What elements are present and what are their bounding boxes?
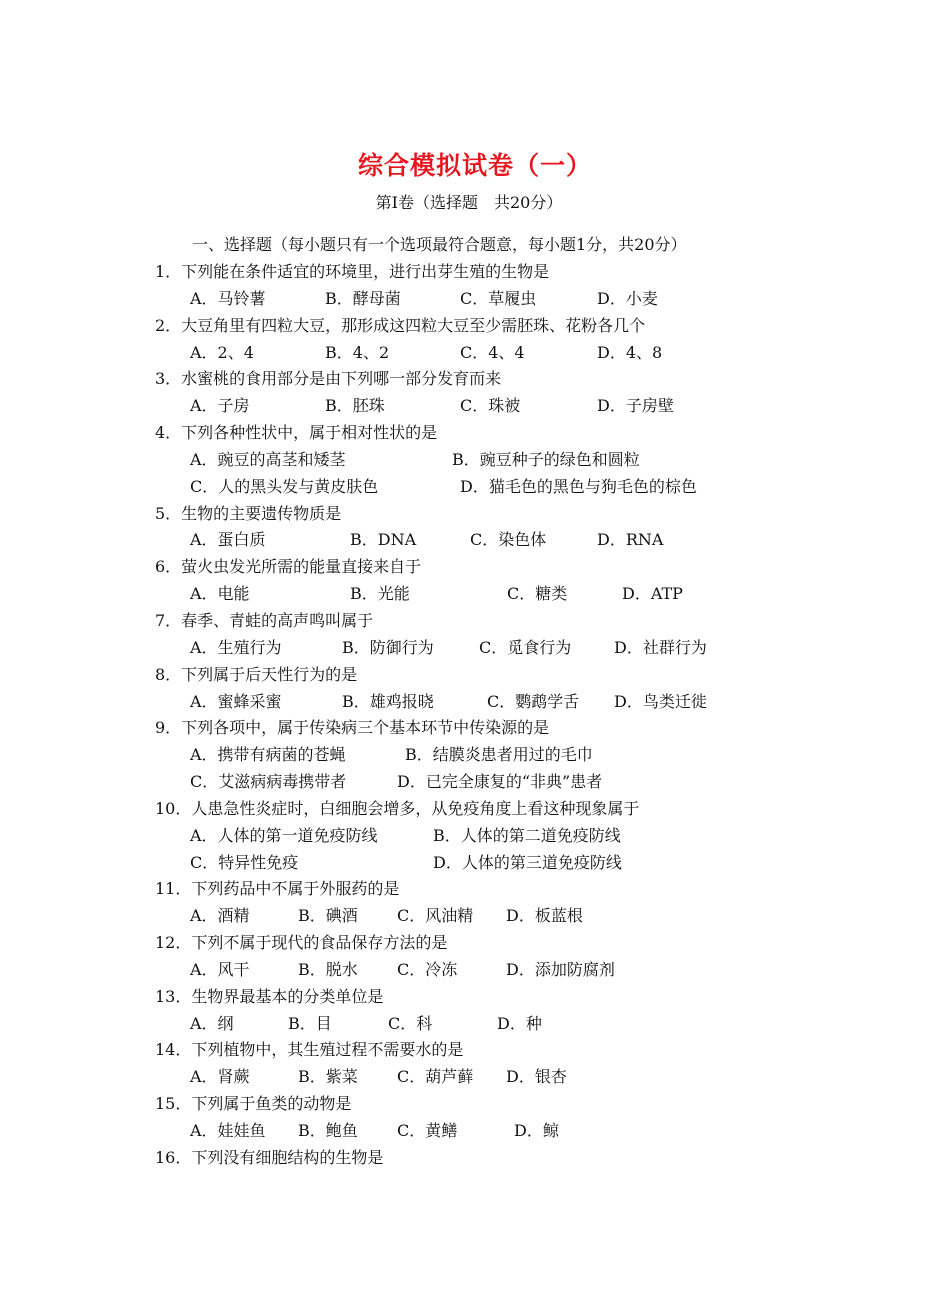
answer-option: D．已完全康复的“非典”患者 xyxy=(397,772,603,792)
answer-option: B．目 xyxy=(288,1013,332,1033)
answer-option: C．风油精 xyxy=(397,906,474,926)
option-row xyxy=(0,769,950,796)
answer-option: C．染色体 xyxy=(470,530,547,550)
answer-option: D．人体的第三道免疫防线 xyxy=(433,852,622,872)
answer-option: B．4、2 xyxy=(325,342,390,362)
answer-option: A．风干 xyxy=(190,959,250,979)
question-stem: 10．人患急性炎症时，白细胞会增多，从免疫角度上看这种现象属于 xyxy=(155,798,640,818)
option-row xyxy=(0,823,950,850)
answer-option: C．珠被 xyxy=(460,396,521,416)
question-stem: 8．下列属于后天性行为的是 xyxy=(155,664,358,684)
answer-option: A．纲 xyxy=(190,1013,234,1033)
answer-option: D．RNA xyxy=(597,530,664,550)
answer-option: B．碘酒 xyxy=(298,906,358,926)
answer-option: C．鹦鹉学舌 xyxy=(487,691,580,711)
question-stem: 13．生物界最基本的分类单位是 xyxy=(155,986,384,1006)
answer-option: C．糖类 xyxy=(507,584,568,604)
answer-option: B．DNA xyxy=(350,530,417,550)
answer-option: D．鸟类迁徙 xyxy=(614,691,707,711)
answer-option: C．黄鳝 xyxy=(397,1121,458,1140)
question-list xyxy=(0,259,950,1172)
answer-option: A．马铃薯 xyxy=(190,288,266,308)
answer-option: A．娃娃鱼 xyxy=(190,1121,266,1140)
question-stem: 14．下列植物中，其生殖过程不需要水的是 xyxy=(155,1040,464,1060)
question-stem: 6．萤火虫发光所需的能量直接来自于 xyxy=(155,557,422,577)
option-row xyxy=(0,957,950,984)
option-row xyxy=(0,393,950,420)
question-stem: 15．下列属于鱼类的动物是 xyxy=(155,1094,352,1114)
answer-option: C．葫芦藓 xyxy=(397,1067,474,1087)
option-row xyxy=(0,635,950,662)
option-row xyxy=(0,1011,950,1038)
answer-option: C．科 xyxy=(388,1013,433,1033)
answer-option: C．4、4 xyxy=(460,342,525,362)
answer-option: D．社群行为 xyxy=(614,637,707,657)
option-row xyxy=(0,1118,950,1145)
question-stem: 7．春季、青蛙的高声鸣叫属于 xyxy=(155,610,374,630)
answer-option: A．蜜蜂采蜜 xyxy=(190,691,282,711)
answer-option: C．特异性免疫 xyxy=(190,852,299,872)
option-row xyxy=(0,689,950,716)
answer-option: A．携带有病菌的苍蝇 xyxy=(190,745,346,765)
answer-option: D．子房壁 xyxy=(597,396,674,416)
question-stem: 3．水蜜桃的食用部分是由下列哪一部分发育而来 xyxy=(155,369,502,389)
question-stem: 16．下列没有细胞结构的生物是 xyxy=(155,1147,384,1167)
answer-option: B．脱水 xyxy=(298,959,358,979)
section-heading: 一、选择题（每小题只有一个选项最符合题意，每小题1分，共20分） xyxy=(192,235,687,254)
question-stem: 11．下列药品中不属于外服药的是 xyxy=(155,879,400,899)
option-row xyxy=(0,1064,950,1091)
option-row xyxy=(0,850,950,877)
answer-option: D．银杏 xyxy=(506,1067,567,1087)
answer-option: C．冷冻 xyxy=(397,959,458,979)
option-row xyxy=(0,447,950,474)
option-row xyxy=(0,742,950,769)
question-stem: 12．下列不属于现代的食品保存方法的是 xyxy=(155,933,448,953)
exam-subtitle: 第Ⅰ卷（选择题 共20分） xyxy=(375,193,563,212)
option-row xyxy=(0,527,950,554)
answer-option: B．结膜炎患者用过的毛巾 xyxy=(405,745,593,765)
answer-option: B．豌豆种子的绿色和圆粒 xyxy=(452,449,640,469)
option-row xyxy=(0,340,950,367)
option-row xyxy=(0,581,950,608)
answer-option: A．豌豆的高茎和矮茎 xyxy=(190,449,346,469)
exam-title: 综合模拟试卷（一） xyxy=(357,151,592,180)
answer-option: C．草履虫 xyxy=(460,288,537,308)
question-stem: 4．下列各种性状中，属于相对性状的是 xyxy=(155,423,438,443)
answer-option: A．电能 xyxy=(190,584,250,604)
answer-option: A．蛋白质 xyxy=(190,530,266,550)
answer-option: C．人的黑头发与黄皮肤色 xyxy=(190,476,379,496)
answer-option: B．雄鸡报晓 xyxy=(342,691,434,711)
answer-option: A．酒精 xyxy=(190,906,250,926)
answer-option: B．鲍鱼 xyxy=(298,1121,358,1140)
answer-option: D．ATP xyxy=(622,584,683,604)
answer-option: A．2、4 xyxy=(190,342,254,362)
answer-option: C．觅食行为 xyxy=(479,637,572,657)
question-stem: 9．下列各项中，属于传染病三个基本环节中传染源的是 xyxy=(155,718,550,738)
question-stem: 2．大豆角里有四粒大豆，那形成这四粒大豆至少需胚珠、花粉各几个 xyxy=(155,315,646,335)
answer-option: B．人体的第二道免疫防线 xyxy=(433,825,621,845)
option-row xyxy=(0,474,950,501)
answer-option: D．添加防腐剂 xyxy=(506,959,615,979)
answer-option: D．鲸 xyxy=(514,1121,559,1140)
answer-option: D．小麦 xyxy=(597,288,658,308)
answer-option: D．4、8 xyxy=(597,342,663,362)
option-row xyxy=(0,286,950,313)
answer-option: B．光能 xyxy=(350,584,410,604)
answer-option: B．胚珠 xyxy=(325,396,385,416)
answer-option: B．紫菜 xyxy=(298,1067,358,1087)
answer-option: A．生殖行为 xyxy=(190,637,282,657)
answer-option: D．种 xyxy=(497,1013,542,1033)
answer-option: A．子房 xyxy=(190,396,250,416)
option-row xyxy=(0,903,950,930)
answer-option: B．防御行为 xyxy=(342,637,434,657)
answer-option: A．人体的第一道免疫防线 xyxy=(190,825,378,845)
answer-option: C．艾滋病病毒携带者 xyxy=(190,772,347,792)
question-stem: 1．下列能在条件适宜的环境里，进行出芽生殖的生物是 xyxy=(155,262,550,281)
answer-option: D．板蓝根 xyxy=(506,906,583,926)
answer-option: A．肾蕨 xyxy=(190,1067,250,1087)
answer-option: B．酵母菌 xyxy=(325,288,401,308)
question-stem: 5．生物的主要遗传物质是 xyxy=(155,503,342,523)
answer-option: D．猫毛色的黑色与狗毛色的棕色 xyxy=(460,476,697,496)
